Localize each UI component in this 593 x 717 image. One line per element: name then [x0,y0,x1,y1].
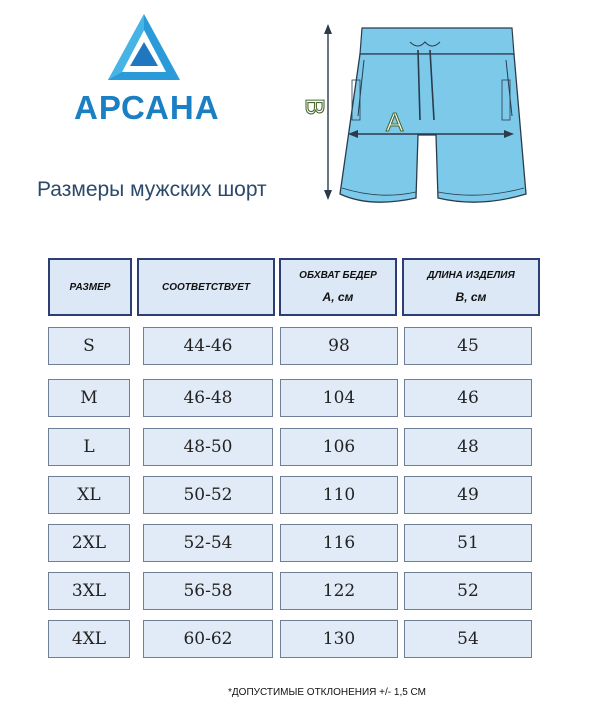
header-length-label: ДЛИНА ИЗДЕЛИЯ [427,269,515,281]
label-a: A [386,107,404,137]
equivalent-cell: 48-50 [143,428,273,466]
page-title: Размеры мужских шорт [37,178,267,201]
equivalent-cell: 44-46 [143,327,273,365]
equivalent-cell: 46-48 [143,379,273,417]
length-cell: 48 [404,428,532,466]
size-cell: XL [48,476,130,514]
hip-cell: 104 [280,379,398,417]
header-size-label: РАЗМЕР [69,281,111,293]
size-cell: M [48,379,130,417]
header-hip-unit: А, см [322,289,354,304]
length-cell: 45 [404,327,532,365]
equivalent-cell: 56-58 [143,572,273,610]
triangle-logo-icon [108,14,180,84]
header-length-unit: В, см [455,289,487,304]
brand-name: АРСАНА [74,89,220,126]
tolerance-note: *ДОПУСТИМЫЕ ОТКЛОНЕНИЯ +/- 1,5 СМ [228,687,426,698]
hip-cell: 122 [280,572,398,610]
size-cell: S [48,327,130,365]
brand-logo [74,14,220,126]
hip-cell: 116 [280,524,398,562]
equivalent-cell: 60-62 [143,620,273,658]
size-cell: L [48,428,130,466]
header-size [48,258,132,316]
size-cell: 3XL [48,572,130,610]
header-hip-label: ОБХВАТ БЕДЕР [299,269,377,281]
header-equivalent [137,258,275,316]
length-cell: 49 [404,476,532,514]
length-cell: 46 [404,379,532,417]
size-cell: 2XL [48,524,130,562]
shorts-diagram [300,20,540,220]
header-equivalent-label: СООТВЕТСТВУЕТ [162,281,250,293]
header-length [402,258,540,316]
hip-cell: 98 [280,327,398,365]
hip-cell: 130 [280,620,398,658]
equivalent-cell: 52-54 [143,524,273,562]
hip-cell: 106 [280,428,398,466]
size-cell: 4XL [48,620,130,658]
header-hip [279,258,397,316]
length-cell: 54 [404,620,532,658]
equivalent-cell: 50-52 [143,476,273,514]
length-cell: 51 [404,524,532,562]
hip-cell: 110 [280,476,398,514]
length-cell: 52 [404,572,532,610]
label-b: B [300,98,330,116]
